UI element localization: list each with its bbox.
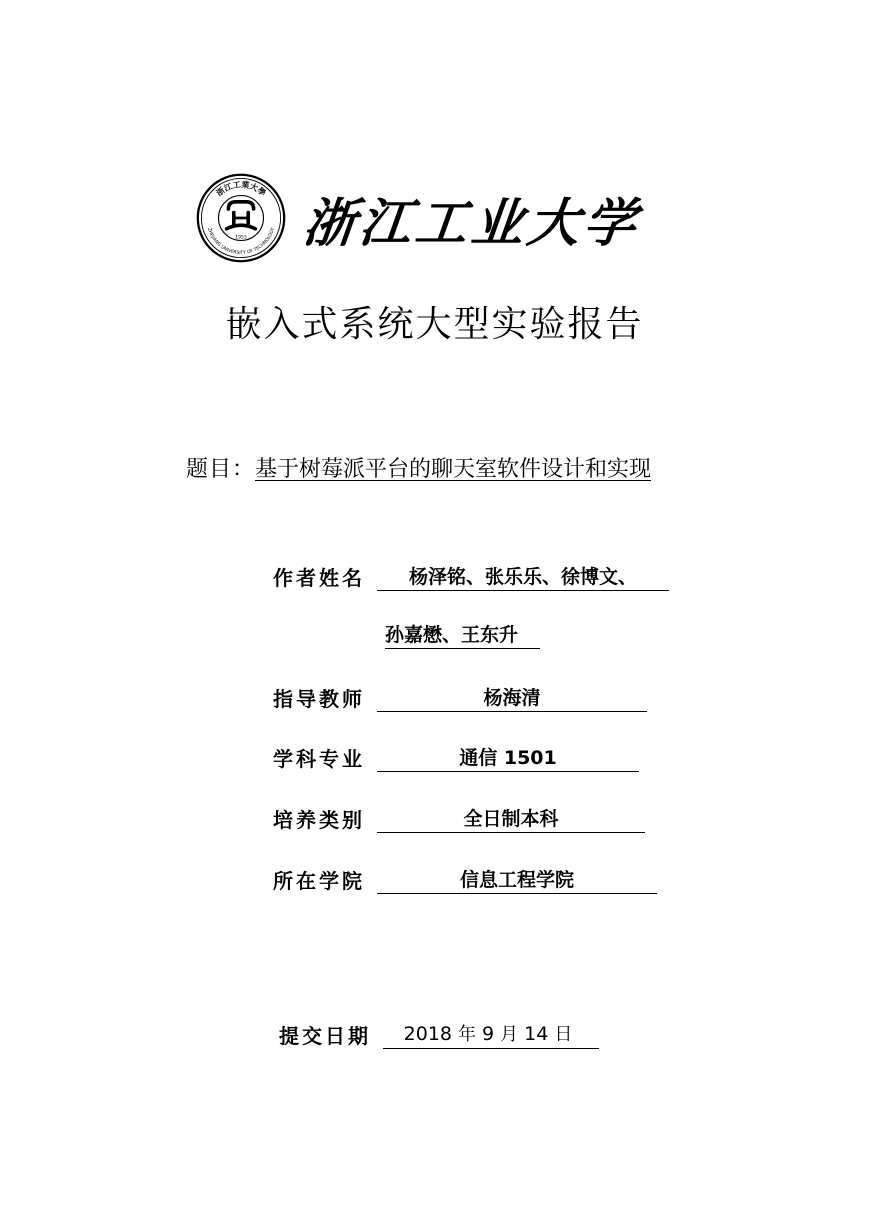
author-row-continued <box>385 622 540 649</box>
submission-day-unit: 日 <box>554 1024 573 1045</box>
submission-date-row <box>279 1020 599 1049</box>
category-label: 培养类别 <box>273 808 365 832</box>
seal-year: 1953 <box>235 235 247 241</box>
topic-value: 基于树莓派平台的聊天室软件设计和实现 <box>255 457 652 482</box>
major-label: 学科专业 <box>273 747 365 771</box>
submission-month-unit: 月 <box>500 1024 519 1045</box>
college-row <box>273 865 657 894</box>
major-row <box>273 743 639 772</box>
submission-year: 2018 <box>403 1023 453 1045</box>
submission-day: 14 <box>524 1023 549 1045</box>
category-row <box>273 804 645 833</box>
topic-label: 题目： <box>186 457 256 482</box>
author-value-line1: 杨泽铭、张乐乐、徐博文、 <box>377 564 669 591</box>
author-value-line2: 孙嘉懋、王东升 <box>385 622 540 649</box>
seal-bottom-text: ZHEJIANG UNIVERSITY OF TECHNOLOGY <box>205 227 277 257</box>
topic-line <box>186 452 651 483</box>
university-seal-logo <box>196 173 286 263</box>
report-title: 嵌入式系统大型实验报告 <box>225 304 644 345</box>
college-label: 所在学院 <box>273 869 365 893</box>
college-value: 信息工程学院 <box>377 867 657 894</box>
author-label: 作者姓名 <box>273 566 365 590</box>
university-name: 浙江工业大学 <box>300 192 643 254</box>
major-value: 通信 1501 <box>377 745 639 772</box>
advisor-value: 杨海清 <box>377 685 647 712</box>
university-header <box>196 172 643 264</box>
submission-year-unit: 年 <box>458 1024 477 1045</box>
category-value: 全日制本科 <box>377 806 645 833</box>
advisor-row <box>273 683 647 712</box>
submission-date-label: 提交日期 <box>279 1024 371 1048</box>
author-row <box>273 562 669 591</box>
submission-month: 9 <box>482 1023 495 1045</box>
submission-date-value <box>383 1021 599 1049</box>
advisor-label: 指导教师 <box>273 687 365 711</box>
seal-top-text: 浙江工業大學 <box>214 179 268 198</box>
